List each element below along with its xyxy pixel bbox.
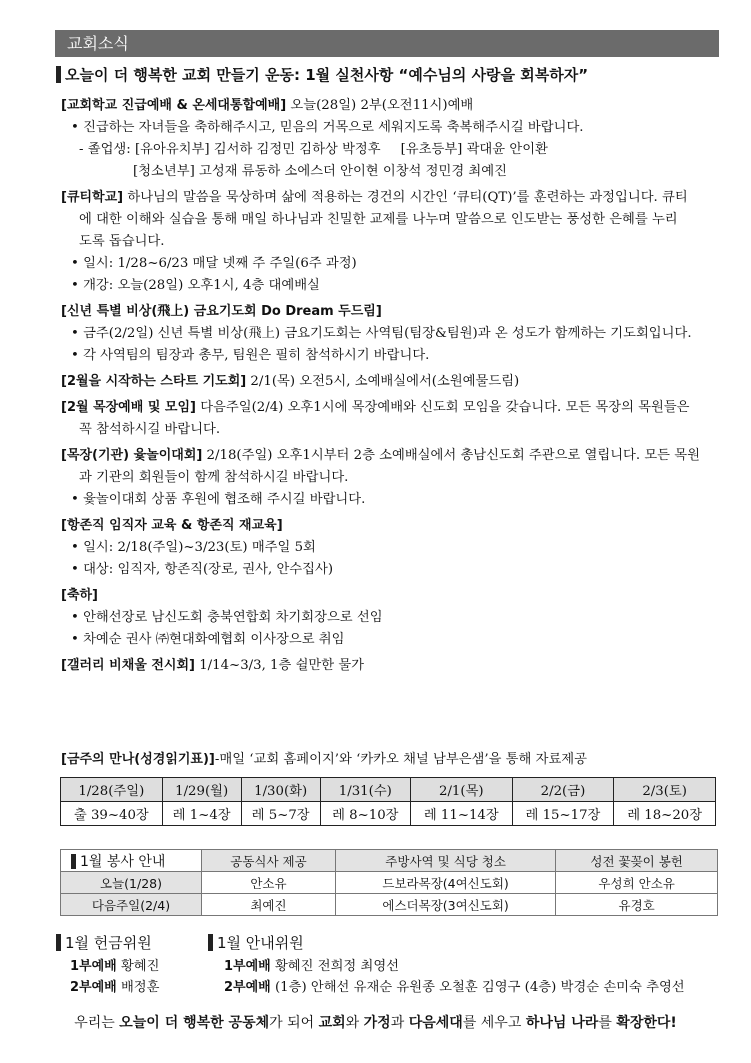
usher-committee-row: 1부예배 황혜진 전희정 최영선 bbox=[224, 959, 400, 974]
day-cell: 2/3(토) bbox=[614, 778, 716, 802]
section-header-title: 교회소식 bbox=[67, 34, 129, 53]
news-bullet: • 대상: 임직자, 항존직(장로, 권사, 안수집사) bbox=[71, 562, 334, 577]
title-bar-marker bbox=[71, 854, 76, 869]
news-item-start-prayer bbox=[61, 371, 721, 393]
news-content bbox=[61, 91, 721, 677]
service-row-label: 오늘(1/28) bbox=[61, 872, 202, 894]
day-cell: 1/28(주일) bbox=[61, 778, 163, 802]
graduates-line: [청소년부] 고성재 류동하 소에스더 안이현 이창석 정민경 최예진 bbox=[133, 164, 507, 179]
bible-days-row bbox=[61, 778, 716, 802]
news-label: [신년 특별 비상(飛上) 금요기도회 Do Dream 두드림] bbox=[61, 304, 382, 319]
news-text: 과 기관의 회원들이 함께 참석하시길 바랍니다. bbox=[79, 470, 349, 485]
news-text: 도록 돕습니다. bbox=[79, 234, 165, 249]
news-label: [2월 목장예배 및 모임] bbox=[61, 400, 196, 415]
news-bullet: • 차예순 권사 ㈜현대화예협회 이사장으로 취임 bbox=[71, 632, 345, 647]
news-item-cell-worship bbox=[61, 397, 721, 441]
news-label: [큐티학교] bbox=[61, 190, 124, 205]
usher-committee-row: 2부예배 (1층) 안해선 유재순 유원종 오철훈 김영구 (4층) 박경순 손미숙 추영선 bbox=[224, 980, 685, 995]
news-item-officer-training bbox=[61, 515, 721, 581]
reading-cell: 레 5~7장 bbox=[241, 802, 320, 826]
service-table bbox=[60, 849, 718, 916]
news-bullet: • 윷놀이대회 상품 후원에 협조해 주시길 바랍니다. bbox=[71, 492, 366, 507]
bible-caption-label: [금주의 만나(성경읽기표)] bbox=[61, 752, 215, 767]
offering-committee-title: 1월 헌금위원 bbox=[56, 932, 152, 953]
reading-cell: 레 15~17장 bbox=[512, 802, 614, 826]
graduates-line: [유초등부] 곽대윤 안이환 bbox=[400, 142, 548, 157]
main-title bbox=[56, 64, 588, 85]
day-cell: 1/31(수) bbox=[320, 778, 410, 802]
graduates-line: - 졸업생: [유아유치부] 김서하 김정민 김하상 박정후 bbox=[79, 142, 381, 157]
title-bar-marker bbox=[56, 66, 61, 83]
news-label: [항존직 임직자 교육 & 항존직 재교육] bbox=[61, 518, 283, 533]
news-item-promotion-worship bbox=[61, 95, 721, 183]
news-text: 1/14~3/3, 1층 쉴만한 물가 bbox=[194, 658, 365, 673]
news-item-friday-prayer bbox=[61, 301, 721, 367]
day-cell: 1/30(화) bbox=[241, 778, 320, 802]
reading-cell: 레 11~14장 bbox=[410, 802, 512, 826]
usher-committee-title: 1월 안내위원 bbox=[208, 932, 304, 953]
service-cell: 드보라목장(4여신도회) bbox=[335, 872, 555, 894]
bible-reading-table bbox=[60, 777, 716, 826]
bible-caption-text: -매일 ‘교회 홈페이지’와 ‘카카오 채널 남부은샘’을 통해 자료제공 bbox=[214, 752, 587, 767]
service-row bbox=[61, 872, 718, 894]
news-label: [목장(기관) 윷놀이대회] bbox=[61, 448, 203, 463]
news-text: 다음주일(2/4) 오후1시에 목장예배와 신도회 모임을 갖습니다. 모든 목장의 목원들은 bbox=[195, 400, 690, 415]
title-bar-marker bbox=[56, 934, 61, 951]
reading-cell: 출 39~40장 bbox=[61, 802, 163, 826]
service-cell: 최예진 bbox=[202, 894, 336, 916]
service-column-header: 공동식사 제공 bbox=[202, 850, 336, 872]
news-item-yut-contest bbox=[61, 445, 721, 511]
service-cell: 유경호 bbox=[556, 894, 718, 916]
offering-committee-row: 2부예배 배정훈 bbox=[70, 980, 160, 995]
service-row-label: 다음주일(2/4) bbox=[61, 894, 202, 916]
service-cell: 안소유 bbox=[202, 872, 336, 894]
service-title: 1월 봉사 안내 bbox=[61, 850, 202, 872]
reading-cell: 레 8~10장 bbox=[320, 802, 410, 826]
day-cell: 2/2(금) bbox=[512, 778, 614, 802]
day-cell: 2/1(목) bbox=[410, 778, 512, 802]
news-text: 2/18(주일) 오후1시부터 2층 소예배실에서 총남신도회 주관으로 열립니다. 모든 목원 bbox=[202, 448, 700, 463]
news-label: [축하] bbox=[61, 588, 98, 603]
service-cell: 우성희 안소유 bbox=[556, 872, 718, 894]
news-text: 2/1(목) 오전5시, 소예배실에서(소원예물드림) bbox=[246, 374, 520, 389]
bible-readings-row bbox=[61, 802, 716, 826]
day-cell: 1/29(월) bbox=[162, 778, 241, 802]
news-label: [교회학교 진급예배 & 온세대통합예배] bbox=[61, 98, 287, 113]
news-text: 오늘(28일) 2부(오전11시)예배 bbox=[286, 98, 474, 113]
service-column-header: 성전 꽃꽂이 봉헌 bbox=[556, 850, 718, 872]
news-bullet: • 진급하는 자녀들을 축하해주시고, 믿음의 거목으로 세워지도록 축복해주시길 바랍니다. bbox=[71, 120, 584, 135]
news-label: [2월을 시작하는 스타트 기도회] bbox=[61, 374, 247, 389]
bible-reading-caption bbox=[61, 748, 587, 767]
news-bullet: • 개강: 오늘(28일) 오후1시, 4층 대예배실 bbox=[71, 278, 320, 293]
news-text: 꼭 참석하시길 바랍니다. bbox=[79, 422, 221, 437]
news-text: 에 대한 이해와 실습을 통해 매일 하나님과 친밀한 교제를 나누며 말씀으로 인도받는 풍성한 은혜를 누리 bbox=[79, 212, 678, 227]
church-motto: 우리는 오늘이 더 행복한 공동체가 되어 교회와 가정과 다음세대를 세우고 하나님 나라를 확장한다! bbox=[74, 1015, 677, 1031]
news-bullet: • 안해선장로 남신도회 충북연합회 차기회장으로 선임 bbox=[71, 610, 383, 625]
service-cell: 에스더목장(3여신도회) bbox=[335, 894, 555, 916]
service-header-row bbox=[61, 850, 718, 872]
news-bullet: • 일시: 2/18(주일)~3/23(토) 매주일 5회 bbox=[71, 540, 316, 555]
news-text: 하나님의 말씀을 묵상하며 삶에 적용하는 경건의 시간인 ‘큐티(QT)’를 훈련하는 과정입니다. 큐티 bbox=[123, 190, 688, 205]
news-item-qt-school bbox=[61, 187, 721, 297]
offering-committee-row: 1부예배 황혜진 bbox=[70, 959, 160, 974]
title-bar-marker bbox=[208, 934, 213, 951]
news-bullet: • 금주(2/2일) 신년 특별 비상(飛上) 금요기도회는 사역팀(팀장&팀원)과 온 성도가 함께하는 기도회입니다. bbox=[71, 326, 692, 341]
service-row bbox=[61, 894, 718, 916]
reading-cell: 레 1~4장 bbox=[162, 802, 241, 826]
news-bullet: • 일시: 1/28~6/23 매달 넷째 주 주일(6주 과정) bbox=[71, 256, 357, 271]
news-label: [갤러리 비채울 전시회] bbox=[61, 658, 195, 673]
news-item-gallery bbox=[61, 655, 721, 677]
news-item-congratulations bbox=[61, 585, 721, 651]
section-header bbox=[55, 30, 719, 57]
news-bullet: • 각 사역팀의 팀장과 총무, 팀원은 필히 참석하시기 바랍니다. bbox=[71, 348, 430, 363]
reading-cell: 레 18~20장 bbox=[614, 802, 716, 826]
main-title-text: 오늘이 더 행복한 교회 만들기 운동: 1월 실천사항 “예수님의 사랑을 회복하자” bbox=[65, 66, 589, 84]
service-column-header: 주방사역 및 식당 청소 bbox=[335, 850, 555, 872]
